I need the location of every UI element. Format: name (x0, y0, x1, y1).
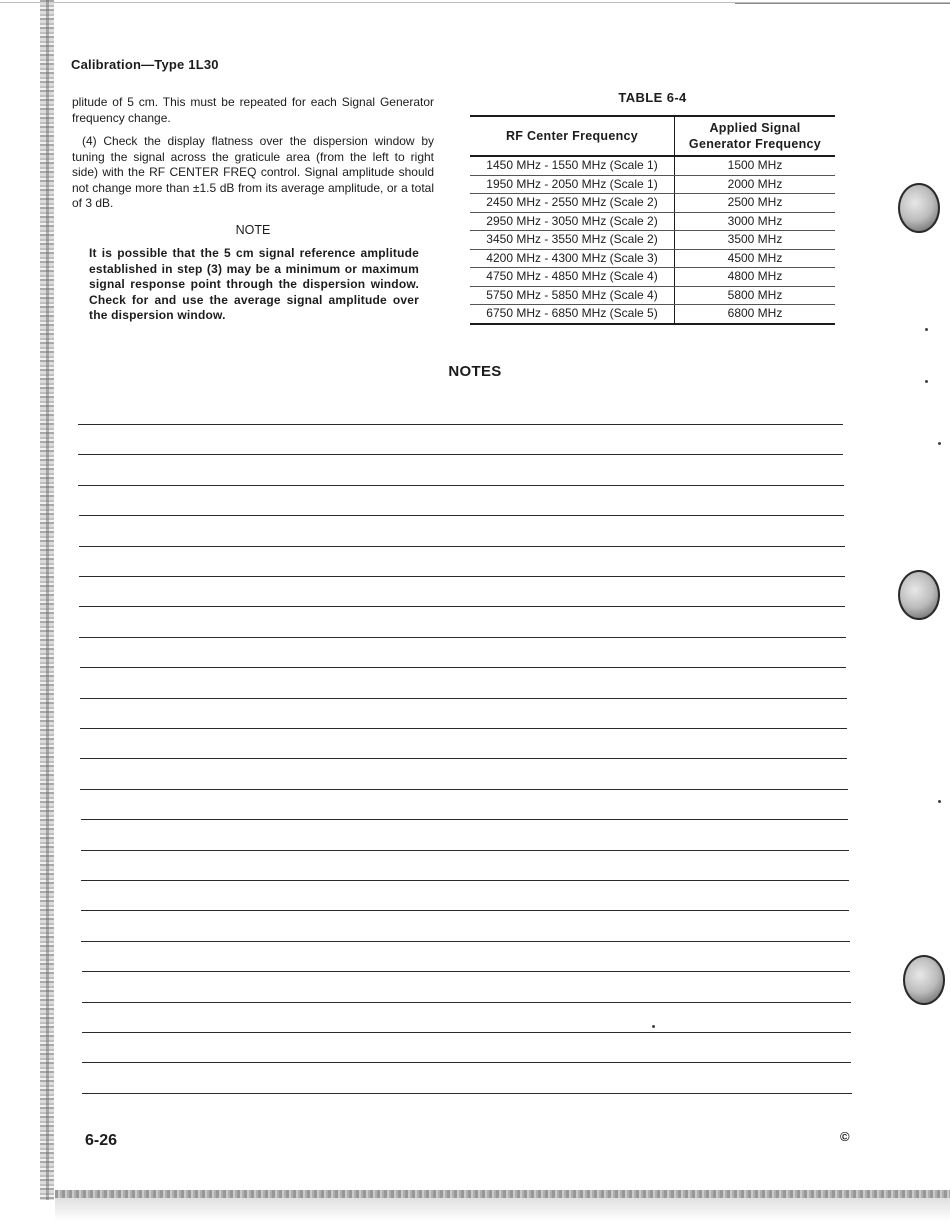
table-row (470, 212, 835, 231)
notes-ruled-line (79, 637, 846, 638)
frequency-table (470, 115, 835, 325)
rf-center-range: 2450 MHz - 2550 MHz (Scale 2) (470, 194, 675, 213)
notes-ruled-line (78, 485, 844, 486)
notes-ruled-line (81, 941, 850, 942)
notes-ruled-line (81, 910, 849, 911)
table-row (470, 194, 835, 213)
rf-center-range: 6750 MHz - 6850 MHz (Scale 5) (470, 305, 675, 324)
table-row (470, 231, 835, 250)
rf-center-range: 1950 MHz - 2050 MHz (Scale 1) (470, 175, 675, 194)
table-row (470, 305, 835, 324)
notes-ruled-line (82, 1032, 851, 1033)
table-row (470, 156, 835, 175)
table-header-row (470, 116, 835, 156)
header-rf-center-frequency: RF Center Frequency (470, 116, 675, 156)
generator-frequency: 4800 MHz (675, 268, 836, 287)
table-row (470, 249, 835, 268)
header-applied-signal-generator-frequency: Applied Signal Generator Frequency (675, 116, 836, 156)
table-row (470, 175, 835, 194)
scan-speck (938, 442, 941, 445)
table-caption: TABLE 6-4 (618, 90, 687, 105)
notes-ruled-line (80, 789, 848, 790)
generator-frequency: 3500 MHz (675, 231, 836, 250)
table-row (470, 268, 835, 287)
notes-ruled-line (80, 758, 847, 759)
punch-hole (898, 570, 940, 620)
notes-ruled-line (78, 424, 843, 425)
binding-shadow (46, 0, 49, 1200)
scan-speck (925, 380, 928, 383)
rf-center-range: 4200 MHz - 4300 MHz (Scale 3) (470, 249, 675, 268)
notes-ruled-line (82, 1002, 851, 1003)
notes-ruled-line (82, 1062, 851, 1063)
punch-hole (898, 183, 940, 233)
generator-frequency: 2000 MHz (675, 175, 836, 194)
generator-frequency: 2500 MHz (675, 194, 836, 213)
notes-ruled-line (80, 667, 846, 668)
scan-speck (938, 800, 941, 803)
notes-ruled-line (79, 546, 845, 547)
generator-frequency: 6800 MHz (675, 305, 836, 324)
notes-ruled-line (80, 728, 847, 729)
scan-speck (652, 1025, 655, 1028)
page-bottom-shadow (55, 1198, 950, 1221)
rf-center-range: 5750 MHz - 5850 MHz (Scale 4) (470, 286, 675, 305)
rf-center-range: 2950 MHz - 3050 MHz (Scale 2) (470, 212, 675, 231)
rf-center-range: 3450 MHz - 3550 MHz (Scale 2) (470, 231, 675, 250)
notes-ruled-line (80, 698, 847, 699)
page-top-rule-secondary (735, 3, 950, 4)
punch-hole (903, 955, 945, 1005)
copyright-mark: © (840, 1129, 850, 1144)
page-header: Calibration—Type 1L30 (71, 57, 219, 72)
notes-ruled-line (79, 576, 845, 577)
page-number: 6-26 (85, 1132, 118, 1149)
notes-ruled-line (82, 971, 850, 972)
generator-frequency: 3000 MHz (675, 212, 836, 231)
table-row (470, 286, 835, 305)
generator-frequency: 1500 MHz (675, 156, 836, 175)
note-title: NOTE (235, 223, 271, 237)
notes-ruled-line (82, 1093, 852, 1094)
notes-ruled-line (81, 850, 849, 851)
notes-ruled-line (78, 454, 843, 455)
note-text: It is possible that the 5 cm signal reference amplitude established in step (3) may be a minimum or maximum signal response point through the dispersion window. Check for and use the average signal amplitude over the dispersion window. (89, 246, 419, 322)
rf-center-range: 1450 MHz - 1550 MHz (Scale 1) (470, 156, 675, 175)
generator-frequency: 5800 MHz (675, 286, 836, 305)
notes-heading: NOTES (448, 363, 502, 380)
notes-ruled-line (79, 515, 844, 516)
paragraph-flatness-check: (4) Check the display flatness over the dispersion window by tuning the signal across the graticule area (from the left to right side) with the RF CENTER FREQ control. Signal amplitude should not change more than ±1.5 dB from its average amplitude, or a total of 3 dB. (72, 134, 434, 210)
rf-center-range: 4750 MHz - 4850 MHz (Scale 4) (470, 268, 675, 287)
paragraph-amplitude: plitude of 5 cm. This must be repeated for each Signal Generator frequency change. (72, 95, 434, 125)
notes-ruled-line (79, 606, 845, 607)
notes-ruled-line (81, 819, 848, 820)
generator-frequency: 4500 MHz (675, 249, 836, 268)
notes-ruled-line (81, 880, 849, 881)
page-bottom-edge (55, 1190, 950, 1198)
scan-speck (925, 328, 928, 331)
